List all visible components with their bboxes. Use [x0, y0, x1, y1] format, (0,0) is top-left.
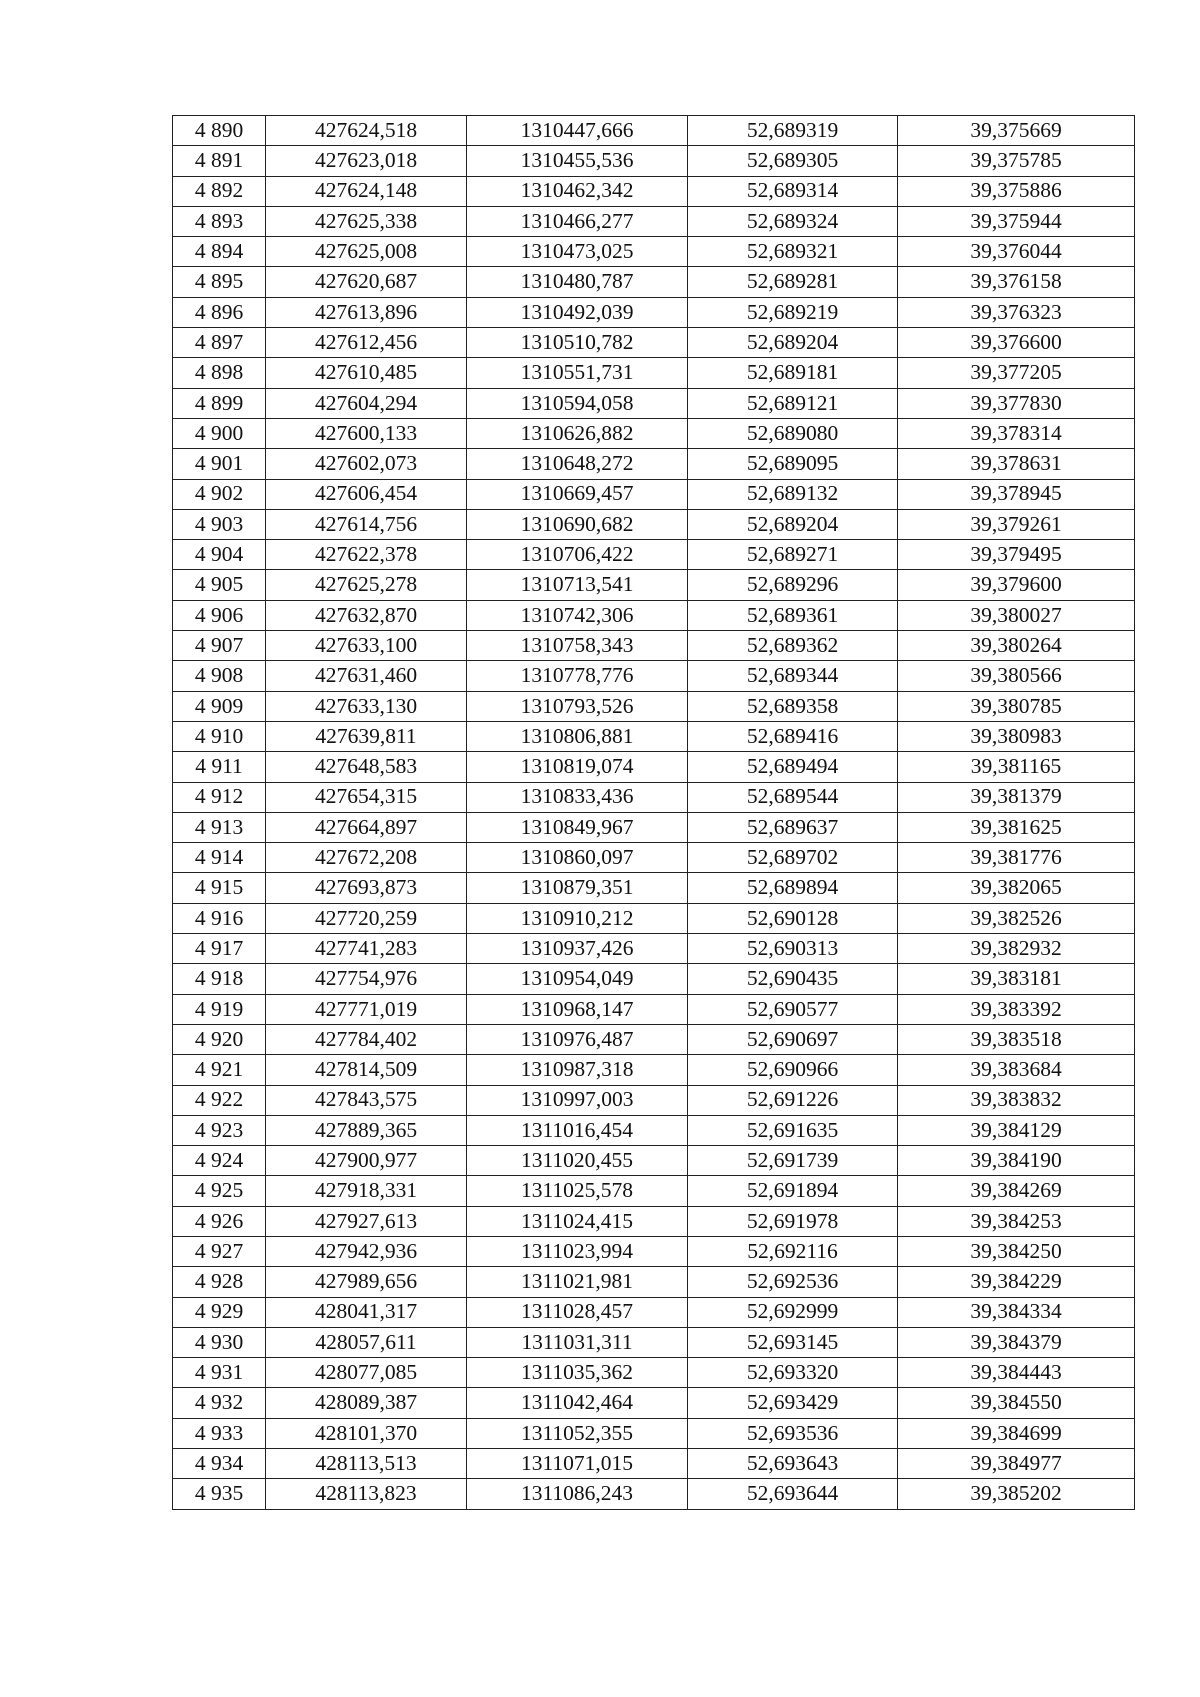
latitude-cell: 52,689204 [688, 328, 898, 358]
table-row [173, 146, 1135, 176]
y-coordinate-cell: 1310706,422 [467, 540, 688, 570]
longitude-cell: 39,384229 [898, 1267, 1135, 1297]
table-row [173, 1055, 1135, 1085]
latitude-cell: 52,689080 [688, 418, 898, 448]
point-number-cell: 4 927 [173, 1236, 266, 1266]
x-coordinate-cell: 427624,148 [266, 176, 467, 206]
point-number-cell: 4 896 [173, 297, 266, 327]
y-coordinate-cell: 1310793,526 [467, 691, 688, 721]
point-number-cell: 4 898 [173, 358, 266, 388]
longitude-cell: 39,380264 [898, 631, 1135, 661]
x-coordinate-cell: 427889,365 [266, 1115, 467, 1145]
longitude-cell: 39,379600 [898, 570, 1135, 600]
latitude-cell: 52,691739 [688, 1146, 898, 1176]
table-row [173, 1479, 1135, 1509]
y-coordinate-cell: 1310594,058 [467, 388, 688, 418]
latitude-cell: 52,690435 [688, 964, 898, 994]
y-coordinate-cell: 1310510,782 [467, 328, 688, 358]
point-number-cell: 4 921 [173, 1055, 266, 1085]
coordinates-table [172, 115, 1135, 1510]
point-number-cell: 4 905 [173, 570, 266, 600]
x-coordinate-cell: 427625,338 [266, 206, 467, 236]
y-coordinate-cell: 1310833,436 [467, 782, 688, 812]
latitude-cell: 52,689361 [688, 600, 898, 630]
latitude-cell: 52,689319 [688, 116, 898, 146]
longitude-cell: 39,376044 [898, 237, 1135, 267]
longitude-cell: 39,375669 [898, 116, 1135, 146]
table-row [173, 752, 1135, 782]
table-row [173, 843, 1135, 873]
latitude-cell: 52,689344 [688, 661, 898, 691]
longitude-cell: 39,384550 [898, 1388, 1135, 1418]
longitude-cell: 39,381625 [898, 812, 1135, 842]
point-number-cell: 4 925 [173, 1176, 266, 1206]
point-number-cell: 4 909 [173, 691, 266, 721]
latitude-cell: 52,690313 [688, 934, 898, 964]
y-coordinate-cell: 1310492,039 [467, 297, 688, 327]
table-row [173, 1115, 1135, 1145]
y-coordinate-cell: 1310480,787 [467, 267, 688, 297]
latitude-cell: 52,689362 [688, 631, 898, 661]
point-number-cell: 4 910 [173, 721, 266, 751]
table-row [173, 358, 1135, 388]
table-row [173, 1358, 1135, 1388]
x-coordinate-cell: 427927,613 [266, 1206, 467, 1236]
y-coordinate-cell: 1310551,731 [467, 358, 688, 388]
x-coordinate-cell: 428113,823 [266, 1479, 467, 1509]
x-coordinate-cell: 427623,018 [266, 146, 467, 176]
point-number-cell: 4 914 [173, 843, 266, 873]
point-number-cell: 4 920 [173, 1024, 266, 1054]
point-number-cell: 4 912 [173, 782, 266, 812]
x-coordinate-cell: 427604,294 [266, 388, 467, 418]
latitude-cell: 52,693429 [688, 1388, 898, 1418]
latitude-cell: 52,691226 [688, 1085, 898, 1115]
table-row [173, 1388, 1135, 1418]
y-coordinate-cell: 1310976,487 [467, 1024, 688, 1054]
latitude-cell: 52,689324 [688, 206, 898, 236]
point-number-cell: 4 929 [173, 1297, 266, 1327]
table-row [173, 782, 1135, 812]
x-coordinate-cell: 427632,870 [266, 600, 467, 630]
latitude-cell: 52,691635 [688, 1115, 898, 1145]
latitude-cell: 52,689416 [688, 721, 898, 751]
x-coordinate-cell: 428101,370 [266, 1418, 467, 1448]
point-number-cell: 4 933 [173, 1418, 266, 1448]
y-coordinate-cell: 1310968,147 [467, 994, 688, 1024]
y-coordinate-cell: 1311031,311 [467, 1327, 688, 1357]
table-row [173, 994, 1135, 1024]
y-coordinate-cell: 1311028,457 [467, 1297, 688, 1327]
point-number-cell: 4 931 [173, 1358, 266, 1388]
latitude-cell: 52,689181 [688, 358, 898, 388]
x-coordinate-cell: 427633,130 [266, 691, 467, 721]
x-coordinate-cell: 427784,402 [266, 1024, 467, 1054]
table-row [173, 873, 1135, 903]
latitude-cell: 52,689894 [688, 873, 898, 903]
latitude-cell: 52,693644 [688, 1479, 898, 1509]
y-coordinate-cell: 1310954,049 [467, 964, 688, 994]
point-number-cell: 4 915 [173, 873, 266, 903]
longitude-cell: 39,382065 [898, 873, 1135, 903]
table-row [173, 267, 1135, 297]
x-coordinate-cell: 427622,378 [266, 540, 467, 570]
latitude-cell: 52,691978 [688, 1206, 898, 1236]
y-coordinate-cell: 1310879,351 [467, 873, 688, 903]
y-coordinate-cell: 1310669,457 [467, 479, 688, 509]
latitude-cell: 52,689321 [688, 237, 898, 267]
table-row [173, 691, 1135, 721]
point-number-cell: 4 894 [173, 237, 266, 267]
latitude-cell: 52,693643 [688, 1449, 898, 1479]
point-number-cell: 4 928 [173, 1267, 266, 1297]
x-coordinate-cell: 427600,133 [266, 418, 467, 448]
y-coordinate-cell: 1310473,025 [467, 237, 688, 267]
x-coordinate-cell: 427624,518 [266, 116, 467, 146]
longitude-cell: 39,381165 [898, 752, 1135, 782]
latitude-cell: 52,689544 [688, 782, 898, 812]
x-coordinate-cell: 427771,019 [266, 994, 467, 1024]
longitude-cell: 39,380785 [898, 691, 1135, 721]
latitude-cell: 52,689271 [688, 540, 898, 570]
x-coordinate-cell: 427613,896 [266, 297, 467, 327]
x-coordinate-cell: 427610,485 [266, 358, 467, 388]
longitude-cell: 39,378945 [898, 479, 1135, 509]
longitude-cell: 39,378314 [898, 418, 1135, 448]
longitude-cell: 39,382526 [898, 903, 1135, 933]
longitude-cell: 39,375944 [898, 206, 1135, 236]
longitude-cell: 39,384190 [898, 1146, 1135, 1176]
table-row [173, 328, 1135, 358]
longitude-cell: 39,380027 [898, 600, 1135, 630]
y-coordinate-cell: 1311021,981 [467, 1267, 688, 1297]
point-number-cell: 4 891 [173, 146, 266, 176]
x-coordinate-cell: 428041,317 [266, 1297, 467, 1327]
longitude-cell: 39,378631 [898, 449, 1135, 479]
latitude-cell: 52,690128 [688, 903, 898, 933]
x-coordinate-cell: 427625,008 [266, 237, 467, 267]
x-coordinate-cell: 428113,513 [266, 1449, 467, 1479]
latitude-cell: 52,689494 [688, 752, 898, 782]
y-coordinate-cell: 1310806,881 [467, 721, 688, 751]
longitude-cell: 39,383832 [898, 1085, 1135, 1115]
y-coordinate-cell: 1311023,994 [467, 1236, 688, 1266]
y-coordinate-cell: 1310626,882 [467, 418, 688, 448]
y-coordinate-cell: 1310860,097 [467, 843, 688, 873]
table-row [173, 509, 1135, 539]
longitude-cell: 39,384334 [898, 1297, 1135, 1327]
longitude-cell: 39,379495 [898, 540, 1135, 570]
longitude-cell: 39,375886 [898, 176, 1135, 206]
latitude-cell: 52,689132 [688, 479, 898, 509]
table-row [173, 812, 1135, 842]
longitude-cell: 39,380983 [898, 721, 1135, 751]
table-row [173, 600, 1135, 630]
point-number-cell: 4 911 [173, 752, 266, 782]
longitude-cell: 39,383518 [898, 1024, 1135, 1054]
y-coordinate-cell: 1311071,015 [467, 1449, 688, 1479]
y-coordinate-cell: 1310849,967 [467, 812, 688, 842]
y-coordinate-cell: 1310713,541 [467, 570, 688, 600]
x-coordinate-cell: 427620,687 [266, 267, 467, 297]
longitude-cell: 39,384699 [898, 1418, 1135, 1448]
y-coordinate-cell: 1311086,243 [467, 1479, 688, 1509]
table-row [173, 1085, 1135, 1115]
x-coordinate-cell: 428089,387 [266, 1388, 467, 1418]
point-number-cell: 4 903 [173, 509, 266, 539]
longitude-cell: 39,381776 [898, 843, 1135, 873]
point-number-cell: 4 932 [173, 1388, 266, 1418]
x-coordinate-cell: 427631,460 [266, 661, 467, 691]
coordinates-table-body [173, 116, 1135, 1510]
x-coordinate-cell: 427648,583 [266, 752, 467, 782]
x-coordinate-cell: 427989,656 [266, 1267, 467, 1297]
point-number-cell: 4 934 [173, 1449, 266, 1479]
point-number-cell: 4 907 [173, 631, 266, 661]
table-row [173, 1146, 1135, 1176]
table-row [173, 1297, 1135, 1327]
latitude-cell: 52,690577 [688, 994, 898, 1024]
table-row [173, 1024, 1135, 1054]
latitude-cell: 52,693536 [688, 1418, 898, 1448]
table-row [173, 1206, 1135, 1236]
longitude-cell: 39,384977 [898, 1449, 1135, 1479]
point-number-cell: 4 901 [173, 449, 266, 479]
x-coordinate-cell: 427633,100 [266, 631, 467, 661]
longitude-cell: 39,379261 [898, 509, 1135, 539]
longitude-cell: 39,384250 [898, 1236, 1135, 1266]
point-number-cell: 4 900 [173, 418, 266, 448]
latitude-cell: 52,693145 [688, 1327, 898, 1357]
latitude-cell: 52,689296 [688, 570, 898, 600]
table-row [173, 237, 1135, 267]
table-row [173, 934, 1135, 964]
latitude-cell: 52,689702 [688, 843, 898, 873]
table-row [173, 1267, 1135, 1297]
longitude-cell: 39,376323 [898, 297, 1135, 327]
point-number-cell: 4 919 [173, 994, 266, 1024]
latitude-cell: 52,689305 [688, 146, 898, 176]
point-number-cell: 4 923 [173, 1115, 266, 1145]
y-coordinate-cell: 1311016,454 [467, 1115, 688, 1145]
x-coordinate-cell: 427754,976 [266, 964, 467, 994]
x-coordinate-cell: 428077,085 [266, 1358, 467, 1388]
y-coordinate-cell: 1311024,415 [467, 1206, 688, 1236]
latitude-cell: 52,690966 [688, 1055, 898, 1085]
latitude-cell: 52,691894 [688, 1176, 898, 1206]
point-number-cell: 4 913 [173, 812, 266, 842]
longitude-cell: 39,384443 [898, 1358, 1135, 1388]
y-coordinate-cell: 1310997,003 [467, 1085, 688, 1115]
latitude-cell: 52,689358 [688, 691, 898, 721]
x-coordinate-cell: 427614,756 [266, 509, 467, 539]
point-number-cell: 4 926 [173, 1206, 266, 1236]
latitude-cell: 52,689637 [688, 812, 898, 842]
table-row [173, 418, 1135, 448]
point-number-cell: 4 908 [173, 661, 266, 691]
y-coordinate-cell: 1310742,306 [467, 600, 688, 630]
x-coordinate-cell: 427602,073 [266, 449, 467, 479]
point-number-cell: 4 890 [173, 116, 266, 146]
x-coordinate-cell: 427843,575 [266, 1085, 467, 1115]
latitude-cell: 52,689204 [688, 509, 898, 539]
point-number-cell: 4 892 [173, 176, 266, 206]
table-row [173, 206, 1135, 236]
table-row [173, 540, 1135, 570]
point-number-cell: 4 904 [173, 540, 266, 570]
point-number-cell: 4 899 [173, 388, 266, 418]
latitude-cell: 52,689219 [688, 297, 898, 327]
latitude-cell: 52,689095 [688, 449, 898, 479]
table-row [173, 297, 1135, 327]
y-coordinate-cell: 1310455,536 [467, 146, 688, 176]
x-coordinate-cell: 427814,509 [266, 1055, 467, 1085]
point-number-cell: 4 895 [173, 267, 266, 297]
table-row [173, 1418, 1135, 1448]
latitude-cell: 52,692999 [688, 1297, 898, 1327]
table-row [173, 479, 1135, 509]
longitude-cell: 39,376600 [898, 328, 1135, 358]
x-coordinate-cell: 427942,936 [266, 1236, 467, 1266]
table-row [173, 116, 1135, 146]
y-coordinate-cell: 1311025,578 [467, 1176, 688, 1206]
longitude-cell: 39,375785 [898, 146, 1135, 176]
y-coordinate-cell: 1310778,776 [467, 661, 688, 691]
point-number-cell: 4 924 [173, 1146, 266, 1176]
x-coordinate-cell: 427720,259 [266, 903, 467, 933]
x-coordinate-cell: 427639,811 [266, 721, 467, 751]
longitude-cell: 39,377830 [898, 388, 1135, 418]
x-coordinate-cell: 427664,897 [266, 812, 467, 842]
latitude-cell: 52,689121 [688, 388, 898, 418]
longitude-cell: 39,383684 [898, 1055, 1135, 1085]
longitude-cell: 39,384269 [898, 1176, 1135, 1206]
y-coordinate-cell: 1310466,277 [467, 206, 688, 236]
longitude-cell: 39,385202 [898, 1479, 1135, 1509]
x-coordinate-cell: 427693,873 [266, 873, 467, 903]
y-coordinate-cell: 1311052,355 [467, 1418, 688, 1448]
longitude-cell: 39,384253 [898, 1206, 1135, 1236]
table-row [173, 1449, 1135, 1479]
table-row [173, 631, 1135, 661]
x-coordinate-cell: 427625,278 [266, 570, 467, 600]
table-row [173, 570, 1135, 600]
longitude-cell: 39,382932 [898, 934, 1135, 964]
point-number-cell: 4 902 [173, 479, 266, 509]
longitude-cell: 39,383392 [898, 994, 1135, 1024]
y-coordinate-cell: 1310937,426 [467, 934, 688, 964]
y-coordinate-cell: 1310910,212 [467, 903, 688, 933]
x-coordinate-cell: 427606,454 [266, 479, 467, 509]
y-coordinate-cell: 1310819,074 [467, 752, 688, 782]
latitude-cell: 52,692536 [688, 1267, 898, 1297]
y-coordinate-cell: 1310690,682 [467, 509, 688, 539]
latitude-cell: 52,689314 [688, 176, 898, 206]
point-number-cell: 4 935 [173, 1479, 266, 1509]
longitude-cell: 39,383181 [898, 964, 1135, 994]
point-number-cell: 4 922 [173, 1085, 266, 1115]
latitude-cell: 52,693320 [688, 1358, 898, 1388]
x-coordinate-cell: 427612,456 [266, 328, 467, 358]
x-coordinate-cell: 427672,208 [266, 843, 467, 873]
y-coordinate-cell: 1310462,342 [467, 176, 688, 206]
longitude-cell: 39,377205 [898, 358, 1135, 388]
longitude-cell: 39,381379 [898, 782, 1135, 812]
latitude-cell: 52,690697 [688, 1024, 898, 1054]
y-coordinate-cell: 1311020,455 [467, 1146, 688, 1176]
table-row [173, 449, 1135, 479]
longitude-cell: 39,384129 [898, 1115, 1135, 1145]
point-number-cell: 4 916 [173, 903, 266, 933]
latitude-cell: 52,692116 [688, 1236, 898, 1266]
point-number-cell: 4 897 [173, 328, 266, 358]
table-row [173, 661, 1135, 691]
y-coordinate-cell: 1311035,362 [467, 1358, 688, 1388]
x-coordinate-cell: 427900,977 [266, 1146, 467, 1176]
point-number-cell: 4 930 [173, 1327, 266, 1357]
y-coordinate-cell: 1310447,666 [467, 116, 688, 146]
table-row [173, 176, 1135, 206]
x-coordinate-cell: 428057,611 [266, 1327, 467, 1357]
point-number-cell: 4 893 [173, 206, 266, 236]
y-coordinate-cell: 1311042,464 [467, 1388, 688, 1418]
y-coordinate-cell: 1310987,318 [467, 1055, 688, 1085]
table-row [173, 388, 1135, 418]
table-row [173, 721, 1135, 751]
point-number-cell: 4 917 [173, 934, 266, 964]
longitude-cell: 39,376158 [898, 267, 1135, 297]
x-coordinate-cell: 427741,283 [266, 934, 467, 964]
y-coordinate-cell: 1310648,272 [467, 449, 688, 479]
longitude-cell: 39,384379 [898, 1327, 1135, 1357]
y-coordinate-cell: 1310758,343 [467, 631, 688, 661]
x-coordinate-cell: 427654,315 [266, 782, 467, 812]
point-number-cell: 4 918 [173, 964, 266, 994]
point-number-cell: 4 906 [173, 600, 266, 630]
table-row [173, 964, 1135, 994]
longitude-cell: 39,380566 [898, 661, 1135, 691]
table-row [173, 1236, 1135, 1266]
table-row [173, 1176, 1135, 1206]
latitude-cell: 52,689281 [688, 267, 898, 297]
table-row [173, 1327, 1135, 1357]
x-coordinate-cell: 427918,331 [266, 1176, 467, 1206]
table-row [173, 903, 1135, 933]
